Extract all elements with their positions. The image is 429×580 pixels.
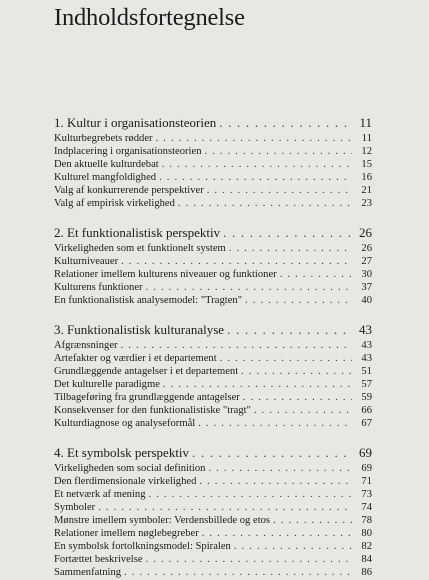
- leader-dots: [273, 514, 352, 527]
- leader-dots: [219, 115, 352, 131]
- page-number: 69: [361, 462, 372, 474]
- leader-dots: [229, 242, 352, 255]
- leader-dots: [146, 553, 352, 566]
- entry-label: Et netværk af mening: [54, 488, 146, 500]
- page-number: 57: [361, 378, 372, 390]
- leader-dots: [192, 445, 352, 461]
- page-number: 43: [361, 339, 372, 351]
- toc-entry: [54, 462, 372, 475]
- leader-dots: [202, 527, 352, 540]
- toc-entry: [54, 197, 372, 210]
- entry-label: Virkeligheden som et funktionelt system: [54, 242, 226, 254]
- page-number: 37: [361, 281, 372, 293]
- leader-dots: [121, 255, 352, 268]
- page-number: 27: [361, 255, 372, 267]
- toc-entry: [54, 255, 372, 268]
- entry-label: Afgrænsninger: [54, 339, 118, 351]
- toc-entry: [54, 242, 372, 255]
- page-number: 40: [361, 294, 372, 306]
- leader-dots: [207, 184, 352, 197]
- leader-dots: [205, 145, 353, 158]
- toc-entry: [54, 184, 372, 197]
- entry-label: Indplacering i organisationsteorien: [54, 145, 202, 157]
- entry-label: Kulturniveauer: [54, 255, 119, 267]
- chapter-heading: [54, 225, 372, 241]
- chapter-3: [54, 322, 372, 430]
- page-number: 30: [361, 268, 372, 280]
- toc-entry: [54, 488, 372, 501]
- toc-entry: [54, 391, 372, 404]
- chapter-4: [54, 445, 372, 579]
- page-number: 11: [361, 132, 372, 144]
- leader-dots: [199, 475, 352, 488]
- entry-label: Kulturens funktioner: [54, 281, 143, 293]
- entry-label: Det kulturelle paradigme: [54, 378, 160, 390]
- chapter-heading: [54, 322, 372, 338]
- page-number: 16: [361, 171, 372, 183]
- toc-entry: [54, 171, 372, 184]
- page-number: 51: [361, 365, 372, 377]
- toc-entry: [54, 404, 372, 417]
- chapter-title: 1. Kultur i organisationsteorien: [54, 115, 217, 130]
- leader-dots: [254, 404, 352, 417]
- entry-label: Valg af konkurrerende perspektiver: [54, 184, 204, 196]
- page-number: 78: [361, 515, 372, 527]
- leader-dots: [198, 417, 352, 430]
- toc-entry: [54, 268, 372, 281]
- entry-label: Konsekvenser for den funktionalistiske "tragt": [54, 405, 251, 416]
- toc-entry: [54, 540, 372, 553]
- page-number: 23: [361, 197, 372, 209]
- chapter-2: [54, 225, 372, 307]
- toc-entry: [54, 566, 372, 579]
- leader-dots: [156, 132, 352, 145]
- toc-entry: [54, 527, 372, 540]
- toc-entry: [54, 339, 372, 352]
- leader-dots: [223, 225, 352, 241]
- page-number: 84: [361, 554, 372, 566]
- page-number: 26: [359, 225, 372, 241]
- leader-dots: [245, 294, 352, 307]
- leader-dots: [241, 365, 352, 378]
- entry-label: Kulturel mangfoldighed: [54, 171, 157, 183]
- page-number: 66: [361, 405, 372, 416]
- leader-dots: [124, 566, 352, 579]
- entry-label: Valg af empirisk virkelighed: [54, 197, 175, 209]
- entry-label: Grundlæggende antagelser i et departement: [54, 365, 239, 377]
- entry-label: En symbolsk fortolkningsmodel: Spiralen: [54, 541, 231, 553]
- toc-entry: [54, 352, 372, 365]
- toc-entry: [54, 417, 372, 430]
- entry-label: Sammenfatning: [54, 567, 122, 579]
- leader-dots: [280, 268, 352, 281]
- toc-entry: [54, 281, 372, 294]
- entry-label: En funktionalistisk analysemodel: "Tragten": [54, 294, 243, 306]
- entry-label: Relationer imellem nøglebegreber: [54, 528, 199, 540]
- chapter-title: 3. Funktionalistisk kulturanalyse: [54, 322, 225, 338]
- chapter-title: 4. Et symbolsk perspektiv: [54, 445, 190, 461]
- page-number: 74: [361, 501, 372, 513]
- chapter-1: [54, 115, 372, 210]
- leader-dots: [159, 171, 352, 184]
- page-number: 67: [361, 418, 372, 430]
- toc-entry: [54, 145, 372, 158]
- toc-entry: [54, 514, 372, 527]
- page-number: 43: [361, 352, 372, 364]
- page-number: 21: [361, 184, 372, 196]
- toc-entry: [54, 132, 372, 145]
- entry-label: Kulturdiagnose og analyseformål: [54, 418, 196, 430]
- entry-label: Kulturbegrebets rødder: [54, 132, 153, 144]
- leader-dots: [162, 158, 352, 171]
- entry-label: Virkeligheden som social definition: [54, 462, 206, 474]
- page-number: 59: [361, 391, 372, 403]
- entry-label: Den flerdimensionale virkelighed: [54, 475, 197, 487]
- page-number: 43: [359, 322, 372, 338]
- page-number: 11: [359, 115, 372, 130]
- entry-label: Den aktuelle kulturdebat: [54, 158, 159, 170]
- leader-dots: [227, 322, 352, 338]
- leader-dots: [208, 462, 352, 475]
- entry-label: Symboler: [54, 501, 96, 513]
- page-number: 26: [361, 242, 372, 254]
- toc-entry: [54, 475, 372, 488]
- leader-dots: [121, 339, 352, 352]
- chapter-heading: [54, 445, 372, 461]
- page-title: Indholdsfortegnelse: [54, 4, 245, 31]
- toc-entry: [54, 501, 372, 514]
- page-number: 69: [359, 445, 372, 461]
- toc-entry: [54, 365, 372, 378]
- leader-dots: [98, 501, 352, 514]
- leader-dots: [220, 352, 352, 365]
- toc-entry: [54, 294, 372, 307]
- toc-entry: [54, 553, 372, 566]
- page-number: 80: [361, 528, 372, 540]
- entry-label: Tilbageføring fra grundlæggende antagelser: [54, 391, 240, 403]
- leader-dots: [243, 391, 352, 404]
- leader-dots: [146, 281, 352, 294]
- entry-label: Relationer imellem kulturens niveauer og funktioner: [54, 268, 277, 280]
- page-number: 73: [361, 488, 372, 500]
- entry-label: Mønstre imellem symboler: Verdensbillede og etos: [54, 515, 271, 527]
- table-of-contents: [54, 115, 372, 580]
- leader-dots: [149, 488, 353, 501]
- entry-label: Artefakter og værdier i et departement: [54, 352, 217, 364]
- chapter-heading: [54, 115, 372, 131]
- page-number: 82: [361, 541, 372, 553]
- toc-entry: [54, 378, 372, 391]
- page-number: 71: [361, 475, 372, 487]
- page-number: 15: [361, 158, 372, 170]
- chapter-title: 2. Et funktionalistisk perspektiv: [54, 225, 221, 241]
- page-number: 12: [361, 145, 372, 157]
- leader-dots: [178, 197, 352, 210]
- entry-label: Fortættet beskrivelse: [54, 554, 143, 566]
- leader-dots: [234, 540, 352, 553]
- leader-dots: [163, 378, 352, 391]
- page-number: 86: [361, 567, 372, 579]
- toc-entry: [54, 158, 372, 171]
